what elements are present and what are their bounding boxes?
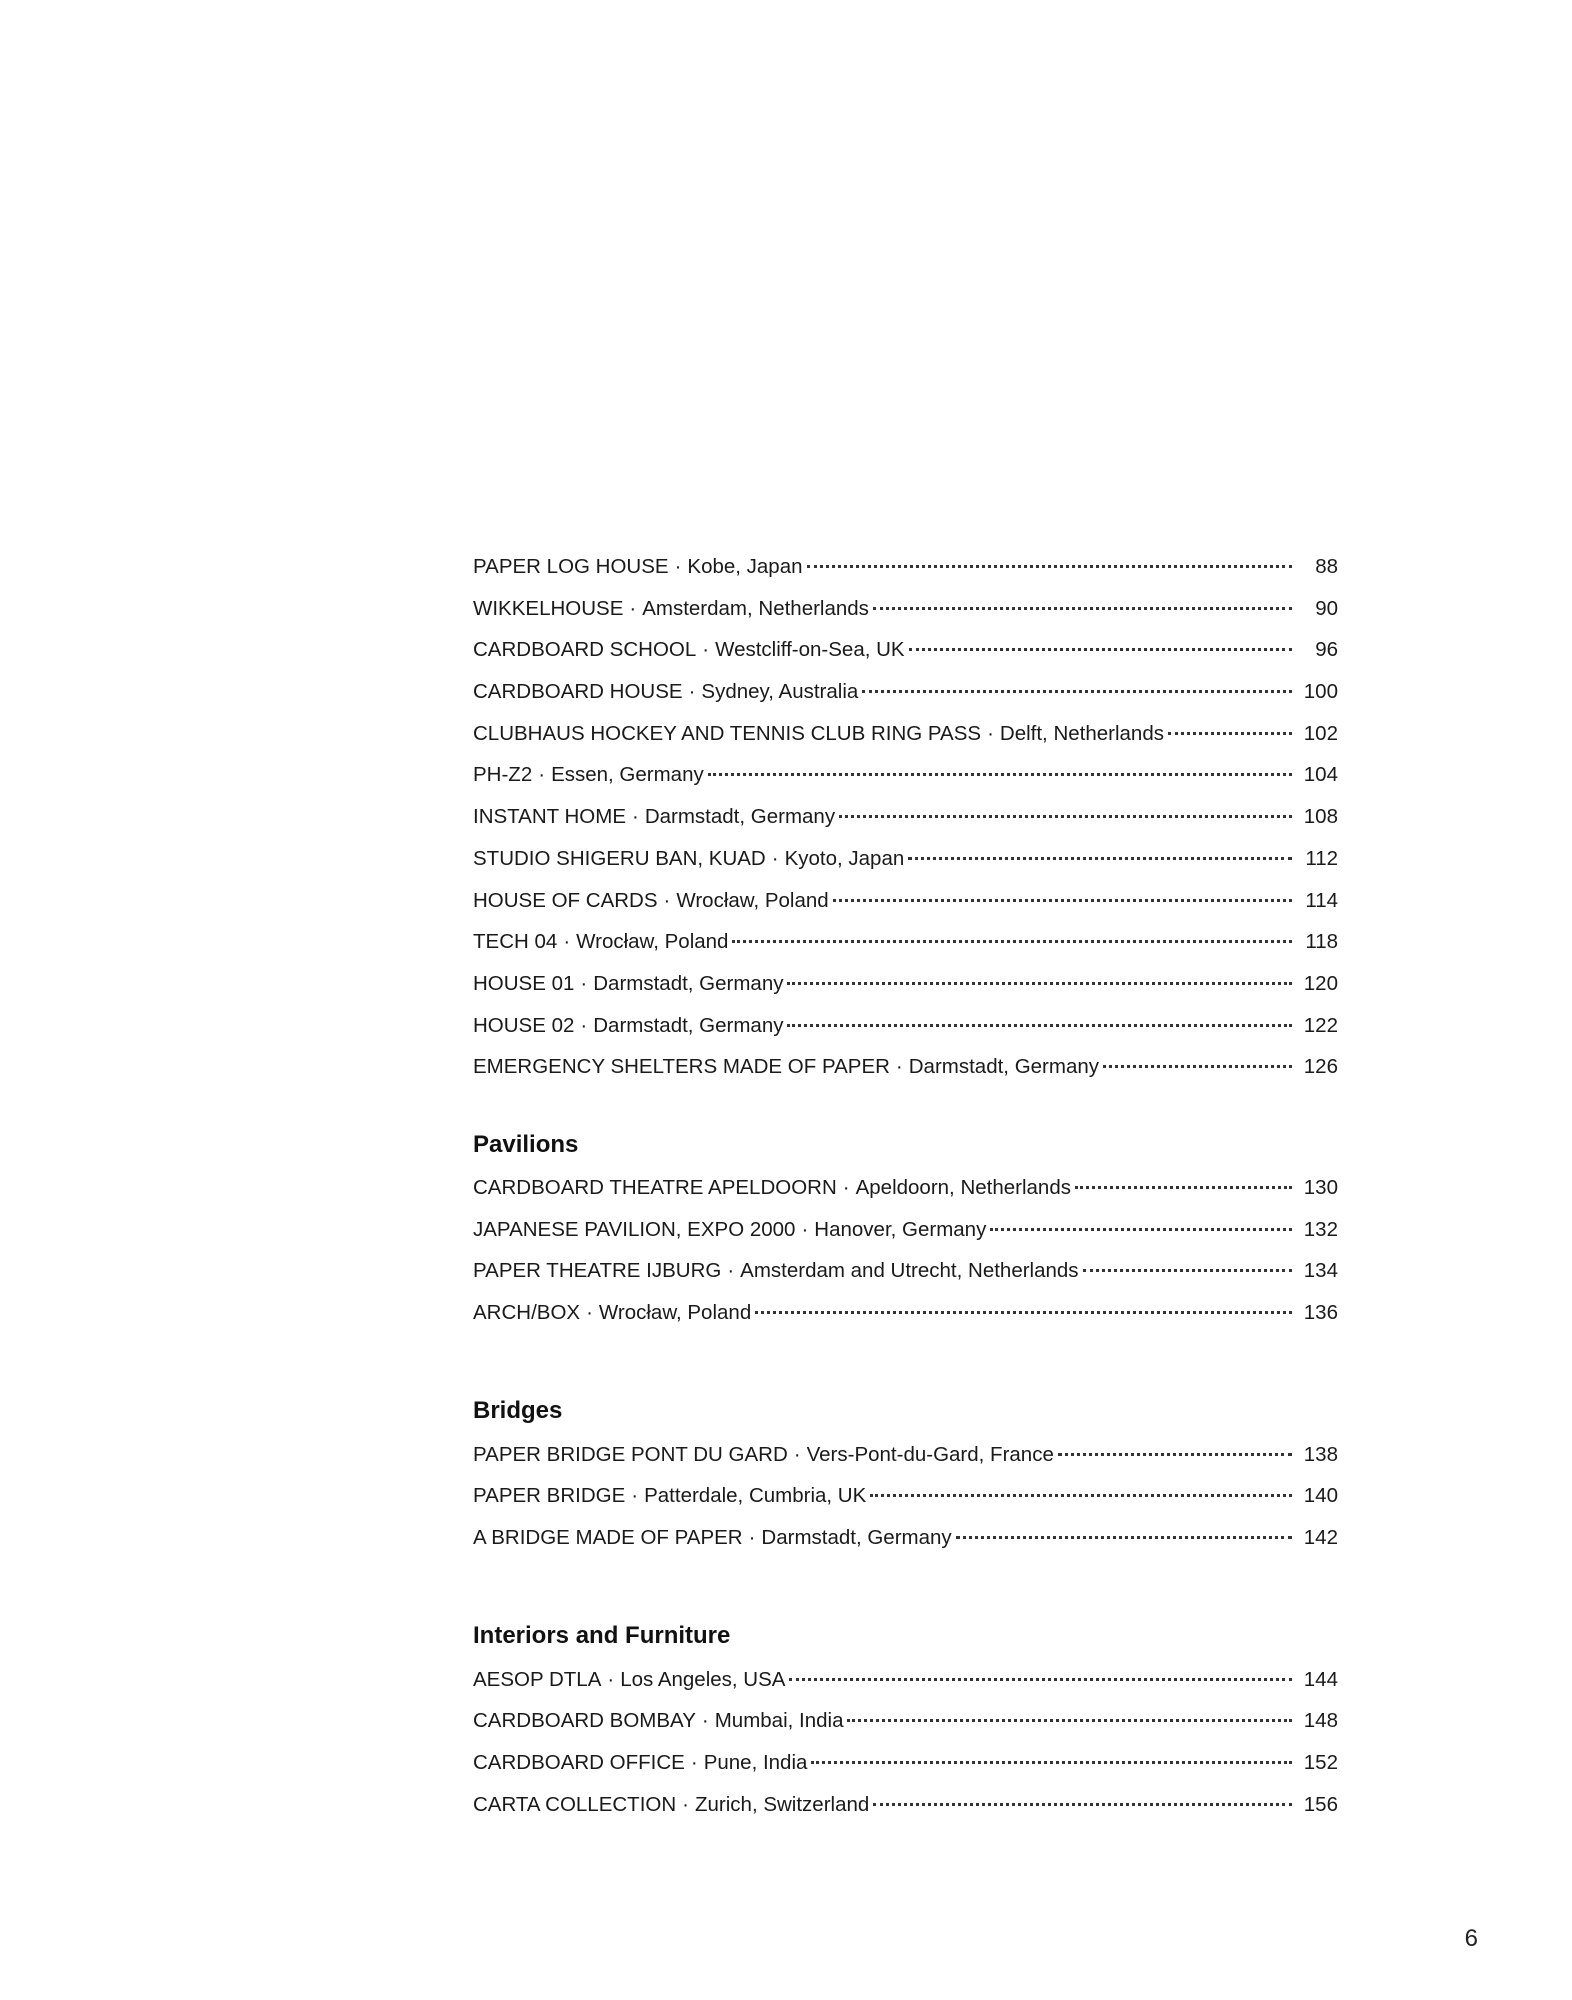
table-of-contents <box>473 546 1338 1826</box>
entry-page: 134 <box>1303 1259 1338 1283</box>
toc-entry[interactable] <box>473 1659 1338 1701</box>
entry-title: CARDBOARD OFFICE <box>473 1751 685 1775</box>
toc-group-pavilions <box>473 1167 1338 1334</box>
entry-title: PH-Z2 <box>473 763 533 787</box>
entry-title: CARDBOARD BOMBAY <box>473 1709 696 1733</box>
entry-title: PAPER BRIDGE <box>473 1484 626 1508</box>
entry-page: 112 <box>1305 846 1338 870</box>
toc-entry[interactable] <box>473 1209 1338 1251</box>
dot-leader <box>789 1678 1292 1681</box>
entry-place: Wrocław, Poland <box>576 930 729 954</box>
entry-title: CLUBHAUS HOCKEY AND TENNIS CLUB RING PASS <box>473 721 982 745</box>
entry-page: 96 <box>1315 638 1338 662</box>
entry-separator: · <box>987 721 994 745</box>
entry-title: A BRIDGE MADE OF PAPER <box>473 1526 743 1550</box>
toc-entry[interactable] <box>473 921 1338 963</box>
toc-entry[interactable] <box>473 629 1338 671</box>
toc-entry[interactable] <box>473 754 1338 796</box>
dot-leader <box>873 1803 1292 1806</box>
dot-leader <box>862 690 1292 693</box>
entry-page: 132 <box>1303 1217 1338 1241</box>
entry-page: 108 <box>1303 805 1338 829</box>
toc-entry[interactable] <box>473 1784 1338 1826</box>
entry-place: Delft, Netherlands <box>999 721 1164 745</box>
entry-separator: · <box>629 596 637 620</box>
entry-page: 122 <box>1303 1013 1338 1037</box>
entry-title: PAPER BRIDGE PONT DU GARD <box>473 1442 788 1466</box>
entry-title: AESOP DTLA <box>473 1667 602 1691</box>
entry-separator: · <box>663 888 671 912</box>
entry-page: 126 <box>1303 1055 1338 1079</box>
entry-separator: · <box>727 1259 735 1283</box>
entry-separator: · <box>607 1667 615 1691</box>
entry-separator: · <box>895 1055 903 1079</box>
entry-title: WIKKELHOUSE <box>473 596 624 620</box>
entry-separator: · <box>748 1526 756 1550</box>
entry-place: Kyoto, Japan <box>784 846 905 870</box>
entry-title: JAPANESE PAVILION, EXPO 2000 <box>473 1217 796 1241</box>
entry-page: 120 <box>1303 971 1338 995</box>
entry-title: CARTA COLLECTION <box>473 1792 677 1816</box>
entry-page: 136 <box>1303 1301 1338 1324</box>
entry-page: 156 <box>1303 1792 1338 1816</box>
entry-separator: · <box>563 930 571 954</box>
section-heading-bridges: Bridges <box>473 1396 563 1424</box>
toc-entry[interactable] <box>473 1167 1338 1209</box>
entry-place: Patterdale, Cumbria, UK <box>644 1484 867 1508</box>
toc-entry[interactable] <box>473 713 1338 755</box>
entry-page: 114 <box>1305 888 1338 912</box>
toc-entry[interactable] <box>473 796 1338 838</box>
dot-leader <box>839 815 1292 818</box>
entry-place: Los Angeles, USA <box>620 1667 786 1691</box>
entry-place: Pune, India <box>703 1751 808 1775</box>
dot-leader <box>847 1719 1292 1722</box>
entry-place: Darmstadt, Germany <box>761 1526 952 1550</box>
entry-separator: · <box>632 805 639 829</box>
toc-entry[interactable] <box>473 1700 1338 1742</box>
toc-entry[interactable] <box>473 1292 1338 1334</box>
entry-title: HOUSE OF CARDS <box>473 888 658 912</box>
entry-place: Westcliff-on-Sea, UK <box>715 638 905 662</box>
entry-place: Mumbai, India <box>714 1709 844 1733</box>
entry-title: TECH 04 <box>473 930 558 954</box>
entry-title: PAPER LOG HOUSE <box>473 555 669 578</box>
entry-separator: · <box>538 763 546 787</box>
toc-entry[interactable] <box>473 963 1338 1005</box>
entry-page: 142 <box>1303 1526 1338 1550</box>
toc-entry[interactable] <box>473 838 1338 880</box>
entry-separator: · <box>674 555 682 578</box>
entry-title: HOUSE 02 <box>473 1013 575 1037</box>
dot-leader <box>787 1024 1292 1027</box>
entry-place: Darmstadt, Germany <box>593 971 784 995</box>
dot-leader <box>755 1311 1292 1314</box>
entry-title: HOUSE 01 <box>473 971 575 995</box>
entry-title: STUDIO SHIGERU BAN, KUAD <box>473 846 766 870</box>
entry-title: EMERGENCY SHELTERS MADE OF PAPER <box>473 1055 890 1079</box>
entry-separator: · <box>801 1217 809 1241</box>
entry-separator: · <box>842 1175 850 1199</box>
entry-place: Amsterdam, Netherlands <box>642 596 869 620</box>
entry-page: 140 <box>1303 1484 1338 1508</box>
entry-page: 118 <box>1305 930 1338 954</box>
page-number: 6 <box>1464 1925 1478 1952</box>
entry-title: ARCH/BOX <box>473 1301 581 1324</box>
dot-leader <box>1168 732 1292 735</box>
dot-leader <box>1083 1269 1292 1272</box>
dot-leader <box>873 607 1292 610</box>
entry-place: Essen, Germany <box>551 763 704 787</box>
entry-page: 138 <box>1303 1442 1338 1466</box>
entry-place: Hanover, Germany <box>814 1217 987 1241</box>
entry-page: 100 <box>1303 680 1338 704</box>
entry-page: 152 <box>1303 1751 1338 1775</box>
entry-separator: · <box>690 1751 698 1775</box>
toc-entry[interactable] <box>473 588 1338 630</box>
dot-leader <box>908 857 1292 860</box>
entry-separator: · <box>771 846 779 870</box>
entry-title: CARDBOARD SCHOOL <box>473 638 697 662</box>
entry-place: Amsterdam and Utrecht, Netherlands <box>740 1259 1079 1283</box>
dot-leader <box>787 982 1292 985</box>
entry-separator: · <box>688 680 696 704</box>
entry-title: PAPER THEATRE IJBURG <box>473 1259 722 1283</box>
toc-entry[interactable] <box>473 1475 1338 1517</box>
entry-separator: · <box>631 1484 639 1508</box>
toc-entry[interactable] <box>473 671 1338 713</box>
dot-leader <box>1058 1453 1292 1456</box>
dot-leader <box>732 940 1292 943</box>
section-heading-pavilions: Pavilions <box>473 1130 579 1158</box>
toc-entry[interactable] <box>473 1005 1338 1047</box>
entry-place: Darmstadt, Germany <box>593 1013 784 1037</box>
entry-separator: · <box>682 1792 689 1816</box>
entry-page: 104 <box>1303 763 1338 787</box>
toc-entry[interactable] <box>473 880 1338 922</box>
entry-place: Wrocław, Poland <box>676 888 829 912</box>
dot-leader <box>1103 1065 1292 1068</box>
toc-group-houses <box>473 546 1338 1088</box>
dot-leader <box>956 1536 1292 1539</box>
section-heading-interiors: Interiors and Furniture <box>473 1621 731 1649</box>
entry-separator: · <box>580 971 588 995</box>
entry-page: 144 <box>1303 1667 1338 1691</box>
entry-separator: · <box>793 1442 801 1466</box>
entry-title: CARDBOARD HOUSE <box>473 680 683 704</box>
entry-page: 88 <box>1315 555 1338 578</box>
toc-entry[interactable] <box>473 1517 1338 1559</box>
entry-title: CARDBOARD THEATRE APELDOORN <box>473 1175 837 1199</box>
entry-place: Darmstadt, Germany <box>644 805 836 829</box>
entry-page: 102 <box>1303 721 1338 745</box>
toc-entry[interactable] <box>473 1742 1338 1784</box>
dot-leader <box>870 1494 1292 1497</box>
toc-entry[interactable] <box>473 546 1338 588</box>
entry-separator: · <box>701 1709 709 1733</box>
toc-group-bridges <box>473 1434 1338 1559</box>
entry-separator: · <box>586 1301 593 1324</box>
entry-page: 90 <box>1315 596 1338 620</box>
toc-entry[interactable] <box>473 1046 1338 1088</box>
entry-place: Apeldoorn, Netherlands <box>855 1175 1071 1199</box>
toc-group-interiors <box>473 1659 1338 1826</box>
entry-place: Darmstadt, Germany <box>908 1055 1099 1079</box>
dot-leader <box>708 773 1292 776</box>
entry-separator: · <box>702 638 710 662</box>
dot-leader <box>833 899 1292 902</box>
entry-separator: · <box>580 1013 588 1037</box>
dot-leader <box>807 565 1292 568</box>
entry-place: Vers-Pont-du-Gard, France <box>806 1442 1054 1466</box>
dot-leader <box>811 1761 1292 1764</box>
entry-place: Zurich, Switzerland <box>694 1792 870 1816</box>
toc-entry[interactable] <box>473 1434 1338 1476</box>
entry-title: INSTANT HOME <box>473 805 626 829</box>
entry-place: Wrocław, Poland <box>598 1301 752 1324</box>
entry-place: Sydney, Australia <box>701 680 859 704</box>
entry-page: 148 <box>1303 1709 1338 1733</box>
dot-leader <box>1075 1186 1292 1189</box>
toc-entry[interactable] <box>473 1250 1338 1292</box>
dot-leader <box>990 1228 1292 1231</box>
entry-place: Kobe, Japan <box>687 555 803 578</box>
entry-page: 130 <box>1303 1175 1338 1199</box>
dot-leader <box>909 648 1292 651</box>
